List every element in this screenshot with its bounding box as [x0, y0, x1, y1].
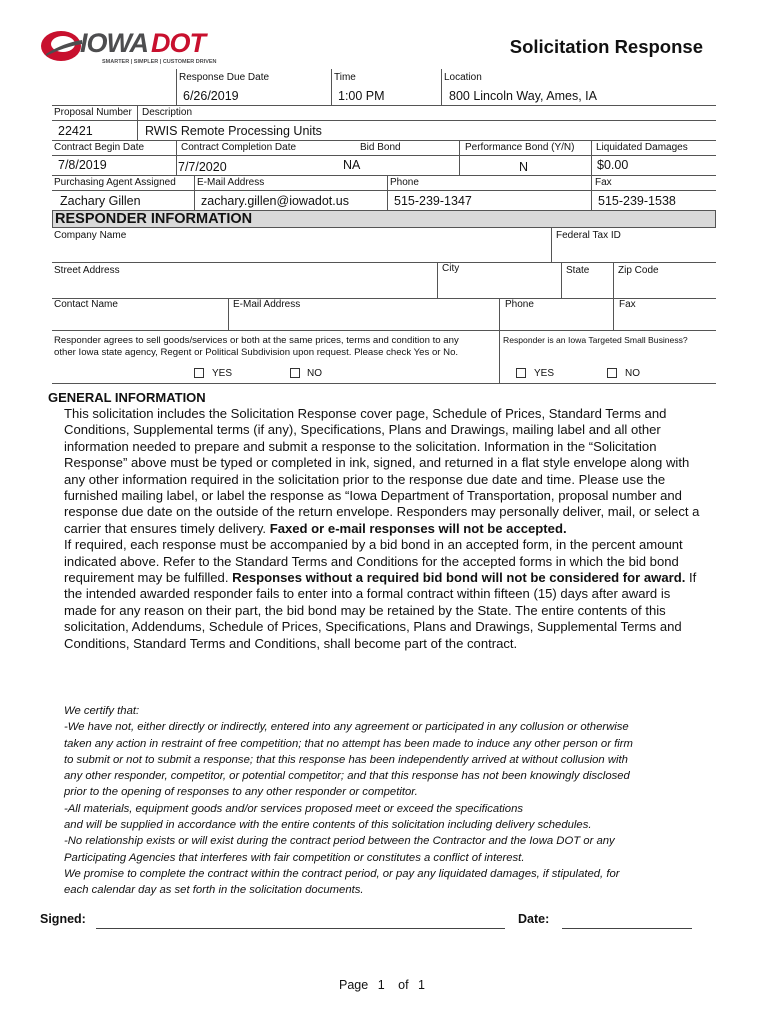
state-field[interactable] — [563, 278, 612, 296]
street-address-field[interactable] — [53, 278, 436, 296]
agreement-text-line2: other Iowa state agency, Regent or Political Subdivision upon request. Please check Yes or No. — [54, 347, 459, 358]
agreement-no-checkbox[interactable] — [290, 368, 300, 378]
general-info-body — [64, 406, 704, 652]
zip-code-label: Zip Code — [618, 265, 659, 276]
iowadot-logo — [40, 26, 220, 70]
bid-bond-value: NA — [343, 158, 361, 172]
date-label: Date: — [518, 912, 550, 926]
responder-info-header — [52, 210, 716, 228]
location-label: Location — [444, 72, 482, 83]
certification-line: taken any action in restraint of free competition; that no attempt has been made to induce any other person or firm — [64, 737, 633, 750]
general-info-paragraph-2: If required, each response must be accompanied by a bid bond in an accepted form, in the percent amount indicated above. Refer to the Standard Terms and Conditions for the accepted forms in which the bid bond requirement may be fulfilled. Responses without a required bid bond will not be considered for award. If the intended awarded responder fails to enter into a formal contract within fifteen (15) days after award is made for any reason on their part, the bid bond may be retained by the State. The entire contents of this solicitation, Addendums, Schedule of Prices, Specifications, Plans and Drawings, Supplemental Terms and Conditions, Standard Terms and Conditions, shall become part of the contract. — [64, 537, 697, 651]
certification-line: We promise to complete the contract within the contract period, or pay any liquidated damages, if stipulated, for — [64, 867, 620, 880]
agent-email-label: E-Mail Address — [197, 177, 265, 188]
certification-line: -All materials, equipment goods and/or services proposed meet or exceed the specifications — [64, 802, 524, 815]
certification-line: -No relationship exists or will exist during the contract period between the Contractor and the Iowa DOT or any — [64, 835, 615, 848]
certification-line: and will be supplied in accordance with the entire contents of this solicitation including delivery schedules. — [64, 819, 592, 832]
federal-tax-id-label: Federal Tax ID — [556, 230, 621, 241]
location-value: 800 Lincoln Way, Ames, IA — [449, 89, 597, 103]
contact-name-field[interactable] — [53, 312, 227, 329]
performance-bond-label: Performance Bond (Y/N) — [465, 142, 575, 153]
liquidated-damages-label: Liquidated Damages — [596, 142, 688, 153]
certification-block — [64, 703, 704, 899]
contact-fax-field[interactable] — [615, 312, 715, 329]
certification-line: any other responder, competitor, or potential competitor; and that this response has not been knowingly disclosed — [64, 770, 630, 783]
tsb-no-label: NO — [625, 368, 640, 379]
response-due-date-label: Response Due Date — [179, 72, 270, 83]
state-label: State — [566, 265, 590, 276]
tsb-yes-label: YES — [534, 368, 555, 379]
response-due-date-value: 6/26/2019 — [183, 89, 239, 103]
certification-line: We certify that: — [64, 705, 140, 717]
contract-begin-date-value: 7/8/2019 — [58, 158, 107, 172]
company-name-label: Company Name — [54, 230, 127, 241]
city-label: City — [442, 263, 460, 274]
company-name-field[interactable] — [53, 243, 550, 261]
agreement-yes-checkbox[interactable] — [194, 368, 204, 378]
contact-fax-label: Fax — [619, 299, 636, 310]
logo-iowa-text: IOWA — [80, 28, 148, 58]
contact-email-label: E-Mail Address — [233, 299, 301, 310]
agent-phone-label: Phone — [390, 177, 419, 188]
contact-email-field[interactable] — [230, 312, 498, 329]
proposal-number-value: 22421 — [58, 124, 93, 138]
city-field[interactable] — [439, 278, 560, 296]
contact-phone-label: Phone — [505, 299, 534, 310]
time-label: Time — [334, 72, 356, 83]
proposal-number-label: Proposal Number — [54, 107, 132, 118]
page-title: Solicitation Response — [509, 36, 703, 57]
description-label: Description — [142, 107, 193, 118]
signed-label: Signed: — [40, 912, 86, 926]
logo-tagline: SMARTER | SIMPLER | CUSTOMER DRIVEN — [102, 59, 217, 65]
federal-tax-id-field[interactable] — [553, 243, 715, 261]
general-info-paragraph-1: This solicitation includes the Solicitation Response cover page, Schedule of Prices, Standard Terms and Conditions, Supplemental terms (if any), Specifications, Plans and Drawings, mailing label and all other information needed to prepare and submit a response to the solicitation. Information in the “Solicitation Response” above must be typed or completed in ink, signed, and returned in a flat style envelope along with any other information required in the solicitation prior to the response due date and time. Please use the furnished mailing label, or label the response as “Iowa Department of Transportation, proposal number and response due date on the outside of the return envelope. Responders may personally deliver, mail, or select a carrier that ensures timely delivery. Faxed or e-mail responses will not be accepted. — [64, 406, 700, 536]
tsb-no-checkbox[interactable] — [607, 368, 617, 378]
contact-name-label: Contact Name — [54, 299, 118, 310]
iowadot-swoosh-icon — [40, 28, 84, 64]
purchasing-agent-label: Purchasing Agent Assigned — [54, 177, 176, 188]
targeted-small-business-label: Responder is an Iowa Targeted Small Business? — [503, 335, 688, 345]
description-value: RWIS Remote Processing Units — [145, 124, 322, 138]
agent-phone-value: 515-239-1347 — [394, 194, 472, 208]
page-number-footer — [339, 978, 425, 992]
tsb-yes-checkbox[interactable] — [516, 368, 526, 378]
total-pages: 1 — [418, 978, 425, 992]
certification-line: -We have not, either directly or indirectly, entered into any agreement or participated in any collusion or otherwise — [64, 721, 629, 734]
signature-line[interactable] — [96, 928, 505, 929]
agent-fax-label: Fax — [595, 177, 612, 188]
bid-bond-label: Bid Bond — [360, 142, 401, 153]
agreement-no-label: NO — [307, 368, 322, 379]
page-number: 1 — [377, 978, 385, 992]
performance-bond-value: N — [519, 160, 529, 174]
bid-bond-warning: Responses without a required bid bond will not be considered for award. — [232, 570, 686, 586]
time-value: 1:00 PM — [338, 89, 385, 103]
certification-line: each calendar day as set forth in the solicitation documents. — [64, 884, 364, 897]
agent-fax-value: 515-239-1538 — [598, 194, 676, 208]
responder-info-heading: RESPONDER INFORMATION — [55, 211, 253, 227]
certification-line: prior to the opening of responses to any other responder or competitor. — [64, 786, 418, 799]
contract-completion-date-value: 7/7/2020 — [178, 160, 227, 174]
certification-line: to submit or not to submit a response; that this response has been independently arrived at without collusion with — [64, 753, 628, 766]
purchasing-agent-value: Zachary Gillen — [60, 194, 141, 208]
certification-line: Participating Agencies that interferes with fair competition or constitutes a conflict of interest. — [64, 851, 525, 864]
agent-email-value: zachary.gillen@iowadot.us — [201, 194, 349, 208]
contract-begin-date-label: Contract Begin Date — [54, 142, 145, 153]
contact-phone-field[interactable] — [501, 312, 612, 329]
logo-dot-text: DOT — [151, 28, 205, 58]
liquidated-damages-value: $0.00 — [597, 158, 629, 172]
agreement-yes-label: YES — [212, 368, 233, 379]
street-address-label: Street Address — [54, 265, 120, 276]
of-label: of — [398, 978, 409, 992]
general-info-heading: GENERAL INFORMATION — [48, 390, 206, 405]
page-label: Page — [339, 978, 369, 992]
date-line[interactable] — [562, 928, 692, 929]
agreement-text-line1: Responder agrees to sell goods/services or both at the same prices, terms and condition to any — [54, 335, 459, 346]
faxed-email-warning: Faxed or e-mail responses will not be accepted. — [269, 520, 567, 536]
zip-code-field[interactable] — [615, 278, 715, 296]
contract-completion-date-label: Contract Completion Date — [181, 142, 297, 153]
